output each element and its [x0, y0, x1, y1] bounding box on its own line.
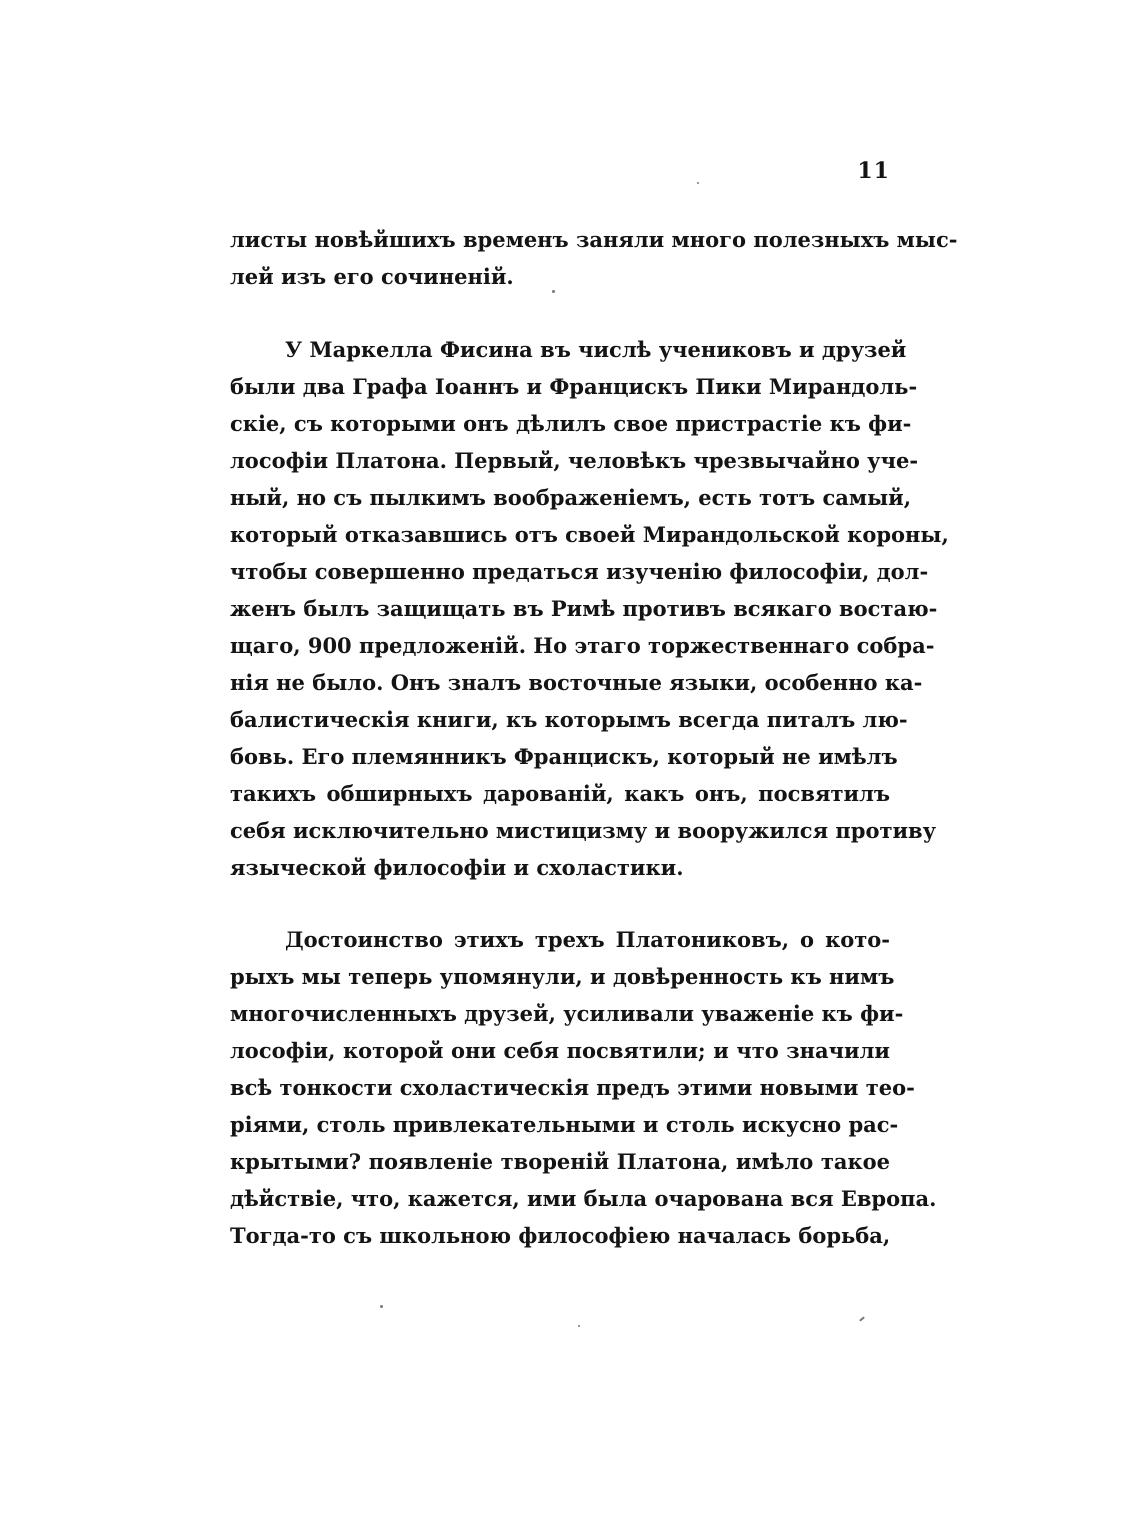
text-line: такихъ обширныхъ дарованій, какъ онъ, посвятилъ — [230, 781, 890, 806]
text-line: рыхъ мы теперь упомянули, и довѣренность къ нимъ — [230, 964, 895, 989]
text-line: себя исключительно мистицизму и вооружился противу — [230, 818, 937, 843]
scan-speck — [578, 1325, 580, 1327]
text-line: лей изъ его сочиненій. — [230, 264, 514, 289]
text-line: многочисленныхъ друзей, усиливали уваженіе къ фи- — [230, 1001, 904, 1026]
text-line: были два Графа Іоаннъ и Францискъ Пики Мирандоль- — [230, 374, 918, 399]
text-line: бовь. Его племянникъ Францискъ, который не имѣлъ — [230, 744, 898, 769]
text-line: балистическія книги, къ которымъ всегда питалъ лю- — [230, 707, 908, 732]
text-line: Достоинство этихъ трехъ Платониковъ, о кото- — [285, 927, 890, 952]
text-line: лософіи Платона. Первый, человѣкъ чрезвычайно уче- — [230, 448, 919, 473]
text-line: ный, но съ пылкимъ воображеніемъ, есть тотъ самый, — [230, 485, 912, 510]
text-line: скіе, съ которыми онъ дѣлилъ свое пристрастіе къ фи- — [230, 411, 912, 436]
text-line: дѣйствіе, что, кажется, ими была очарована вся Европа. — [230, 1186, 937, 1211]
text-line: У Маркелла Фисина въ числѣ учениковъ и друзей — [285, 337, 907, 362]
scan-speck — [697, 182, 699, 184]
text-line: лософіи, которой они себя посвятили; и что значили — [230, 1038, 890, 1063]
scan-speck — [552, 290, 555, 293]
page-number: 11 — [857, 158, 890, 184]
text-line: крытыми? появленіе твореній Платона, имѣло такое — [230, 1149, 890, 1174]
text-line: листы новѣйшихъ временъ заняли много полезныхъ мыс- — [230, 227, 958, 252]
text-line: всѣ тонкости схоластическія предъ этими новыми тео- — [230, 1075, 915, 1100]
text-line: щаго, 900 предложеній. Но этаго торжественнаго собра- — [230, 633, 935, 658]
text-line: языческой философіи и схоластики. — [230, 855, 684, 880]
text-line: женъ былъ защищать въ Римѣ противъ всякаго востаю- — [230, 596, 938, 621]
text-line: ріями, столь привлекательными и столь искусно рас- — [230, 1112, 899, 1137]
text-line: Тогда-то съ школьною философіею началась борьба, — [230, 1223, 891, 1248]
text-line: который отказавшись отъ своей Мирандольской короны, — [230, 522, 949, 547]
text-line: нія не было. Онъ зналъ восточные языки, особенно ка- — [230, 670, 923, 695]
scan-speck — [859, 1316, 865, 1321]
text-line: чтобы совершенно предаться изученію философіи, дол- — [230, 559, 929, 584]
scan-speck — [380, 1305, 383, 1308]
